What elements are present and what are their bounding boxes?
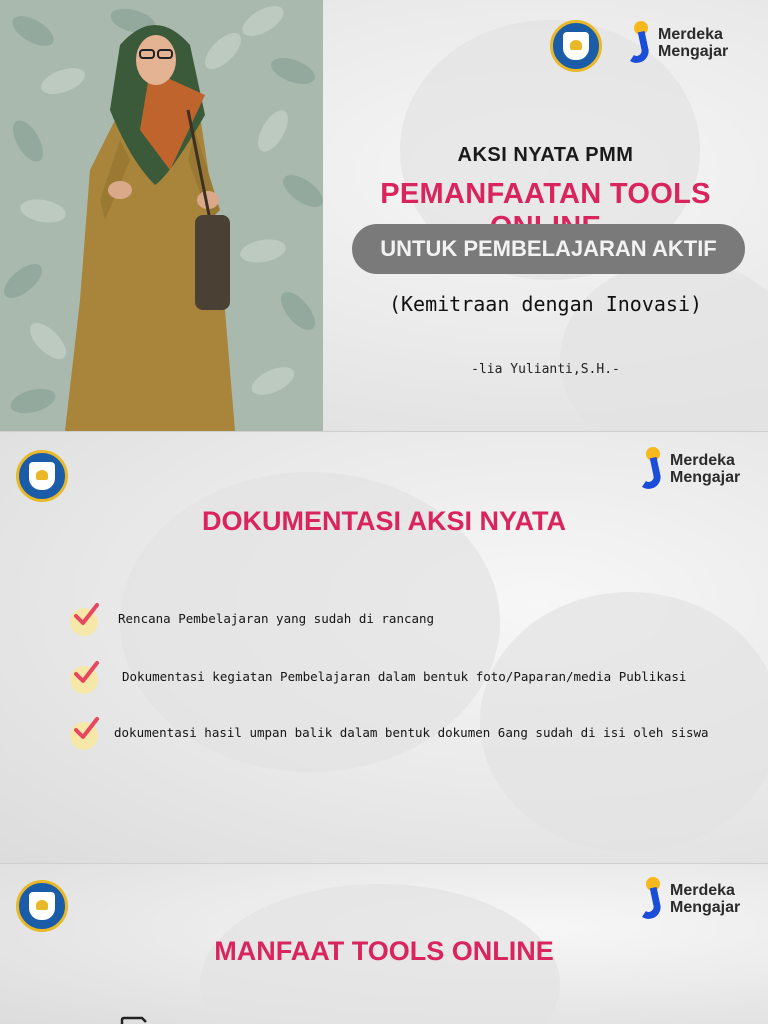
tut-wuri-handayani-logo — [16, 880, 68, 932]
brand-line-1: Merdeka — [670, 882, 735, 899]
section-heading: MANFAAT TOOLS ONLINE — [214, 936, 554, 966]
checkmark-icon — [70, 660, 102, 692]
brand-line-1: Merdeka — [658, 26, 723, 43]
background-photo-shape — [560, 260, 768, 431]
list-item — [70, 660, 686, 692]
presenter-figure — [60, 0, 250, 431]
brand-line-1: Merdeka — [670, 452, 735, 469]
main-title: PEMANFAATAN TOOLS — [380, 178, 711, 210]
document-icon — [120, 1016, 150, 1024]
merdeka-mengajar-logo — [622, 20, 728, 66]
tut-wuri-handayani-logo — [550, 20, 602, 72]
list-item-text: Rencana Pembelajaran yang sudah di rancang — [118, 610, 435, 626]
presenter-photo — [0, 0, 323, 431]
brand-line-2: Mengajar — [658, 43, 729, 60]
slide-title — [0, 0, 768, 431]
merdeka-mengajar-logo — [634, 876, 740, 922]
subtitle: (Kemitraan dengan Inovasi) — [388, 292, 703, 316]
subtitle-pill: UNTUK PEMBELAJARAN AKTIF — [352, 224, 745, 274]
checkmark-icon — [70, 716, 102, 748]
eyebrow-title: AKSI NYATA PMM — [457, 144, 634, 166]
list-item — [70, 602, 434, 634]
checkmark-icon — [70, 602, 102, 634]
merdeka-mengajar-logo — [634, 446, 740, 492]
brand-line-2: Mengajar — [670, 899, 741, 916]
slide-documentation — [0, 431, 768, 863]
list-item — [70, 716, 709, 748]
brand-line-2: Mengajar — [670, 469, 741, 486]
slide-benefits — [0, 863, 768, 1024]
list-item-text: Dokumentasi kegiatan Pembelajaran dalam bentuk foto/Paparan/media Publikasi — [122, 668, 687, 684]
list-item-text: dokumentasi hasil umpan balik dalam bentuk dokumen 6ang sudah di isi oleh siswa — [114, 724, 709, 740]
author-name: -lia Yulianti,S.H.- — [471, 362, 620, 377]
tut-wuri-handayani-logo — [16, 450, 68, 502]
section-heading: DOKUMENTASI AKSI NYATA — [201, 506, 566, 536]
